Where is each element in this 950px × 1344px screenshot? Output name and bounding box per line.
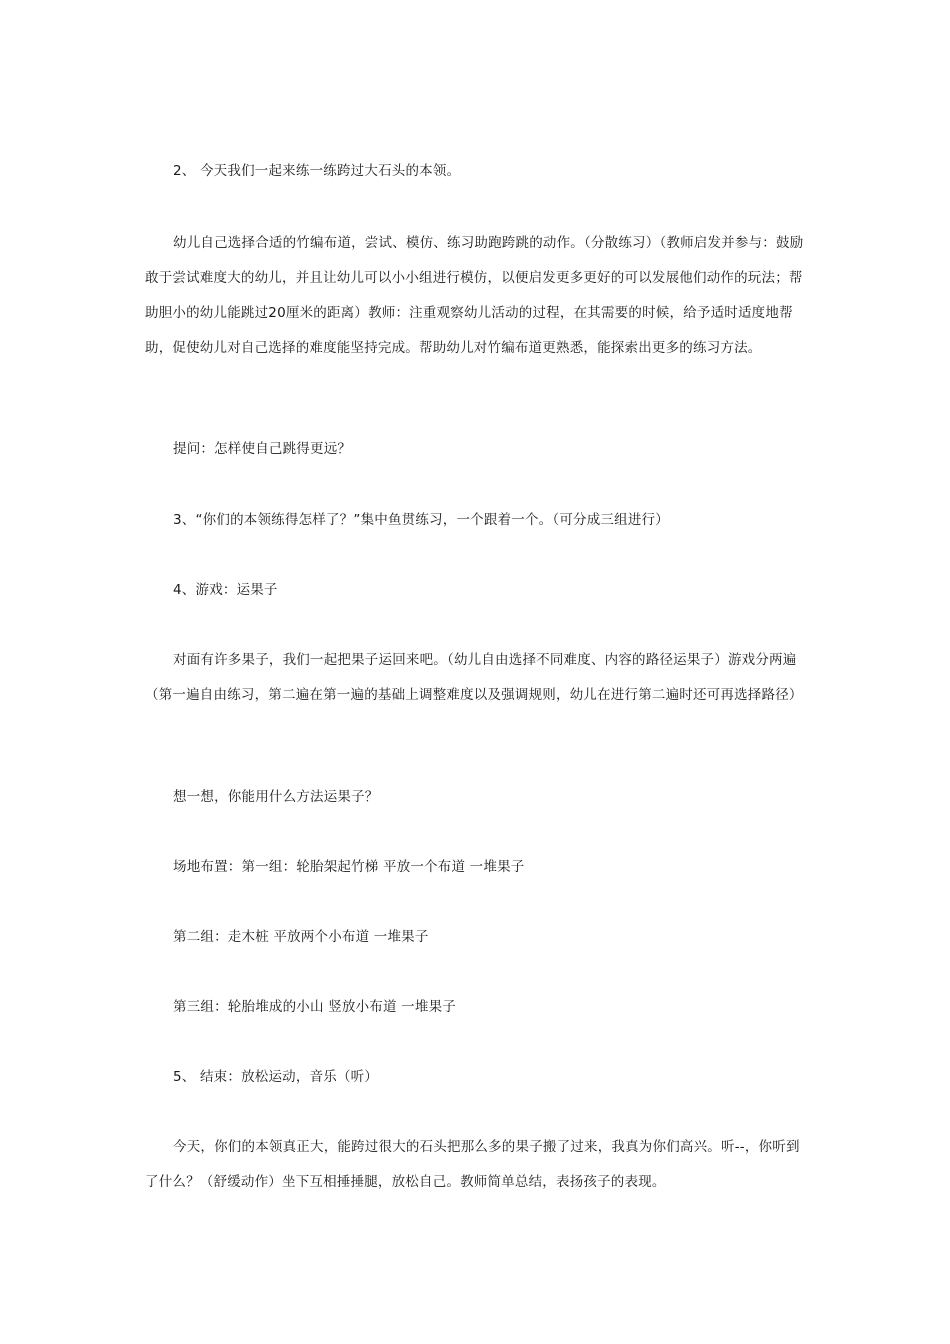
paragraph-game: 对面有许多果子，我们一起把果子运回来吧。（幼儿自由选择不同难度、内容的路径运果子）游戏分两遍（第一遍自由练习，第二遍在第一遍的基础上调整难度以及强调规则，幼儿在进行第二遍时还可再选择路径）	[145, 652, 803, 703]
paragraph-step-2: 2、 今天我们一起来练一练跨过大石头的本领。	[173, 163, 461, 179]
paragraph-step-5: 5、 结束：放松运动，音乐（听）	[173, 1069, 379, 1085]
paragraph-ending: 今天，你们的本领真正大，能跨过很大的石头把那么多的果子搬了过来，我真为你们高兴。听--，你听到了什么？（舒缓动作）坐下互相捶捶腿，放松自己。教师简单总结，表扬孩子的表现。	[145, 1139, 800, 1190]
paragraph-layout-group-3: 第三组：轮胎堆成的小山 竖放小布道 一堆果子	[173, 999, 456, 1015]
paragraph-think: 想一想，你能用什么方法运果子？	[173, 789, 379, 805]
paragraph-step-4: 4、游戏：运果子	[173, 582, 278, 598]
paragraph-layout-group-1: 场地布置：第一组：轮胎架起竹梯 平放一个布道 一堆果子	[173, 859, 525, 875]
paragraph-question: 提问：怎样使自己跳得更远？	[173, 441, 352, 457]
paragraph-layout-group-2: 第二组：走木桩 平放两个小布道 一堆果子	[173, 929, 429, 945]
paragraph-step-3: 3、“你们的本领练得怎样了？”集中鱼贯练习，一个跟着一个。（可分成三组进行）	[173, 512, 669, 528]
paragraph-practice: 幼儿自己选择合适的竹编布道，尝试、模仿、练习助跑跨跳的动作。（分散练习）（教师启发并参与：鼓励敢于尝试难度大的幼儿，并且让幼儿可以小小组进行模仿，以便启发更多更好的可以发展他们动作的玩法；帮助胆小的幼儿能跳过20厘米的距离）教师：注重观察幼儿活动的过程，在其需要的时候，给予适时适度地帮助，促使幼儿对自己选择的难度能坚持完成。帮助幼儿对竹编布道更熟悉，能探索出更多的练习方法。	[145, 235, 804, 356]
